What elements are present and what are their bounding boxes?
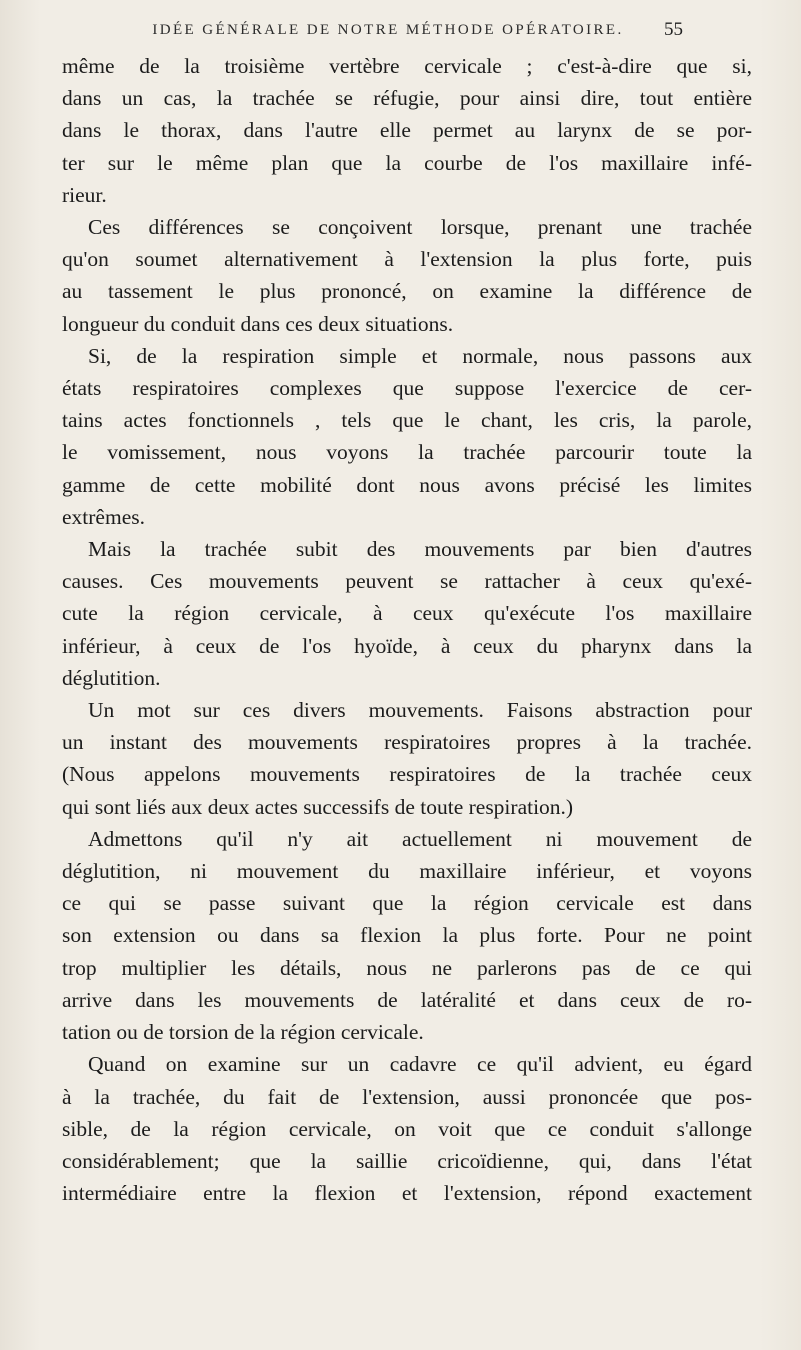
text-line: déglutition. xyxy=(62,665,161,690)
text-line: Un mot sur ces divers mouvements. Faisons abstraction pour xyxy=(88,698,752,723)
text-line: déglutition, ni mouvement du maxillaire inférieur, et voyons xyxy=(62,859,752,884)
text-line: Mais la trachée subit des mouvements par bien d'autres xyxy=(88,537,752,562)
text-line: cute la région cervicale, à ceux qu'exécute l'os maxillaire xyxy=(62,601,752,626)
running-head: IDÉE GÉNÉRALE DE NOTRE MÉTHODE OPÉRATOIRE. xyxy=(152,22,624,38)
text-line: qu'on soumet alternativement à l'extension la plus forte, puis xyxy=(62,247,752,272)
page-number: 55 xyxy=(664,19,683,40)
text-line: ter sur le même plan que la courbe de l'os maxillaire infé- xyxy=(62,150,752,175)
text-line: Admettons qu'il n'y ait actuellement ni mouvement de xyxy=(88,826,752,851)
text-line: tation ou de torsion de la région cervicale. xyxy=(62,1020,424,1045)
text-line: dans le thorax, dans l'autre elle permet au larynx de se por- xyxy=(62,118,752,143)
text-line: intermédiaire entre la flexion et l'extension, répond exactement xyxy=(62,1181,752,1206)
text-line: le vomissement, nous voyons la trachée parcourir toute la xyxy=(62,440,752,465)
text-line: ce qui se passe suivant que la région cervicale est dans xyxy=(62,891,752,916)
text-line: dans un cas, la trachée se réfugie, pour ainsi dire, tout entière xyxy=(62,86,752,111)
text-line: considérablement; que la saillie cricoïdienne, qui, dans l'état xyxy=(62,1148,752,1173)
text-line: rieur. xyxy=(62,182,107,207)
text-line: longueur du conduit dans ces deux situations. xyxy=(62,311,454,336)
text-line: au tassement le plus prononcé, on examine la différence de xyxy=(62,279,752,304)
text-line: extrêmes. xyxy=(62,504,145,529)
text-line: gamme de cette mobilité dont nous avons précisé les limites xyxy=(62,472,752,497)
text-line: Ces différences se conçoivent lorsque, prenant une trachée xyxy=(88,215,752,240)
text-line: causes. Ces mouvements peuvent se rattacher à ceux qu'exé- xyxy=(62,569,752,594)
text-line: son extension ou dans sa flexion la plus forte. Pour ne point xyxy=(62,923,752,948)
text-line: sible, de la région cervicale, on voit que ce conduit s'allonge xyxy=(62,1116,752,1141)
text-line: inférieur, à ceux de l'os hyoïde, à ceux du pharynx dans la xyxy=(62,633,752,658)
text-line: à la trachée, du fait de l'extension, aussi prononcée que pos- xyxy=(62,1084,752,1109)
text-line: états respiratoires complexes que suppose l'exercice de cer- xyxy=(62,376,752,401)
text-line: Quand on examine sur un cadavre ce qu'il advient, eu égard xyxy=(88,1052,752,1077)
text-line: même de la troisième vertèbre cervicale ; c'est-à-dire que si, xyxy=(62,54,752,78)
text-line: Si, de la respiration simple et normale, nous passons aux xyxy=(88,343,752,368)
text-line: (Nous appelons mouvements respiratoires de la trachée ceux xyxy=(62,762,752,787)
text-line: qui sont liés aux deux actes successifs de toute respiration.) xyxy=(62,794,574,819)
text-line: trop multiplier les détails, nous ne parlerons pas de ce qui xyxy=(62,955,752,980)
body-text xyxy=(62,50,752,1209)
text-line: un instant des mouvements respiratoires propres à la trachée. xyxy=(62,730,752,755)
text-line: arrive dans les mouvements de latéralité et dans ceux de ro- xyxy=(62,987,752,1012)
text-line: tains actes fonctionnels , tels que le chant, les cris, la parole, xyxy=(62,408,752,433)
